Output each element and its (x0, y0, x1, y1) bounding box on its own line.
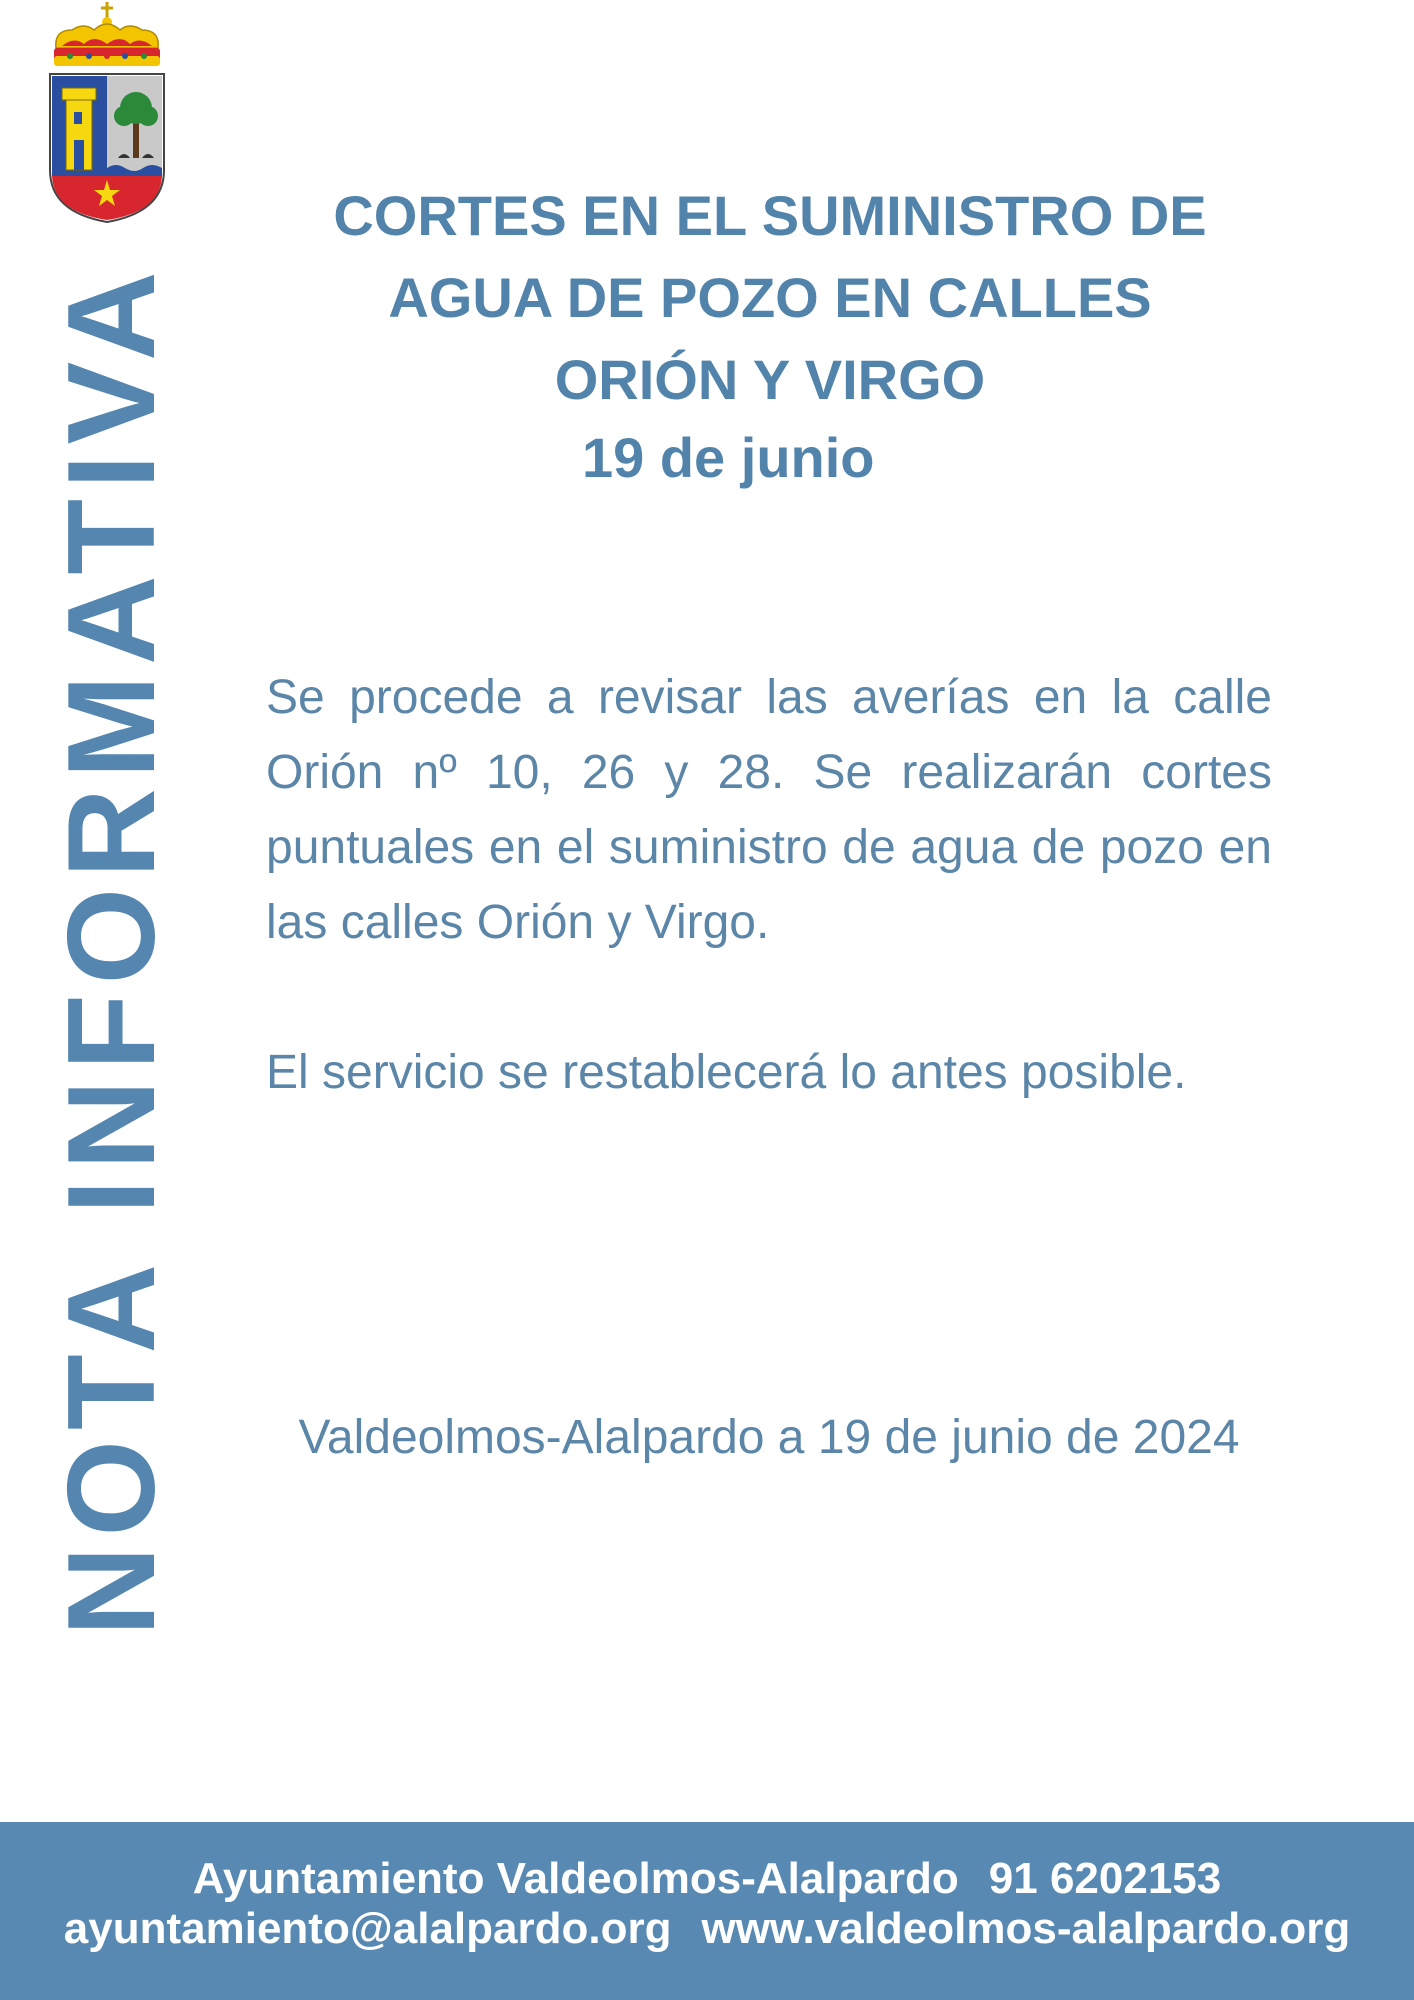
footer-bar (0, 1822, 1414, 2000)
shield-icon (50, 74, 164, 222)
title-line-2: AGUA DE POZO EN CALLES (388, 266, 1152, 329)
crown-icon (54, 2, 160, 66)
body-paragraph-1: Se procede a revisar las averías en la calle Orión nº 10, 26 y 28. Se realizarán cortes puntuales en el suministro de agua de pozo en las calles Orión y Virgo. (266, 671, 1272, 949)
footer-email-link[interactable]: ayuntamiento@alalpardo.org (63, 1904, 672, 1953)
body-paragraph-2: El servicio se restablecerá lo antes posible. (266, 1046, 1187, 1099)
title-date: 19 de junio (582, 426, 875, 489)
municipal-coat-of-arms (44, 0, 170, 230)
side-title-nota-informativa: NOTA INFORMATIVA (43, 261, 181, 1636)
footer-phone: 91 6202153 (988, 1854, 1222, 1903)
title-line-1: CORTES EN EL SUMINISTRO DE (333, 184, 1207, 247)
footer-contact-line-2 (0, 1904, 1414, 1954)
title-line-3: ORIÓN Y VIRGO (554, 348, 986, 411)
signature-line: Valdeolmos-Alalpardo a 19 de junio de 2024 (298, 1411, 1240, 1464)
footer-organization: Ayuntamiento Valdeolmos-Alalpardo (192, 1854, 959, 1903)
footer-contact-line-1 (0, 1854, 1414, 1904)
footer-website-link[interactable]: www.valdeolmos-alalpardo.org (701, 1904, 1351, 1953)
notice-title (270, 175, 1270, 421)
